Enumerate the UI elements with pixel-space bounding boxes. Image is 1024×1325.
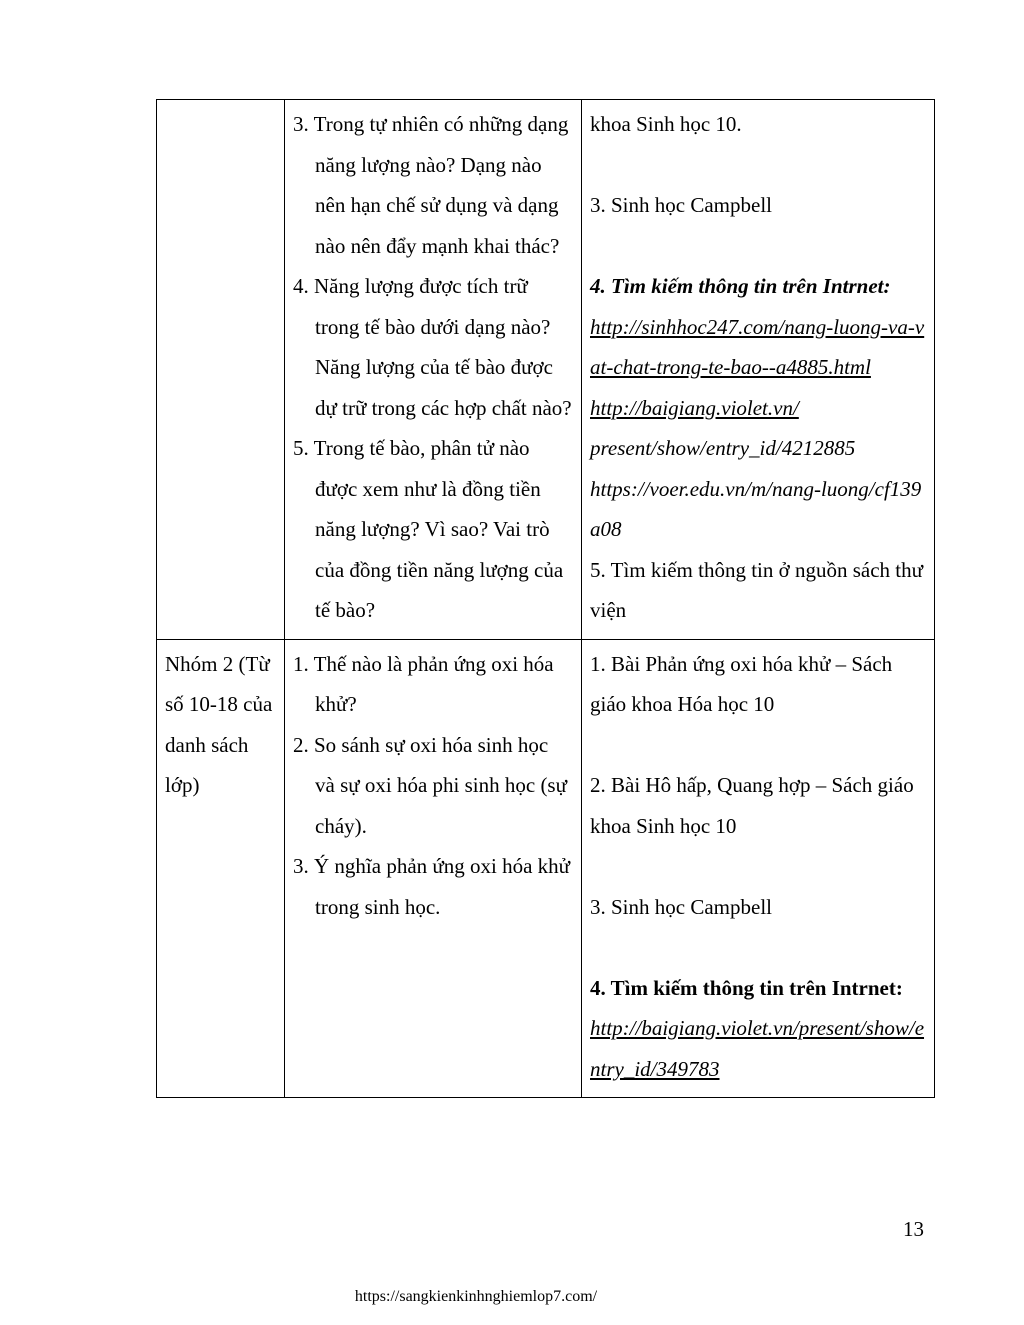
group-cell: Nhóm 2 (Từ số 10-18 của danh sách lớp): [157, 639, 285, 1098]
link-text: present/show/entry_id/4212885: [590, 436, 856, 460]
table-row: [157, 100, 935, 640]
question-item: 2. So sánh sự oxi hóa sinh học và sự oxi hóa phi sinh học (sự cháy).: [293, 732, 567, 838]
questions-cell: [285, 639, 582, 1098]
link-text: https://voer.edu.vn/m/nang-luong/cf139a08: [590, 476, 922, 541]
source-item: khoa Sinh học 10.: [590, 112, 742, 136]
page-number: 13: [903, 1217, 924, 1241]
source-item: 5. Tìm kiếm thông tin ở nguồn sách thư viện: [590, 557, 923, 622]
question-item: 3. Trong tự nhiên có những dạng năng lượng nào? Dạng nào nên hạn chế sử dụng và dạng nào nên đẩy mạnh khai thác?: [293, 112, 569, 258]
source-item: 2. Bài Hô hấp, Quang hợp – Sách giáo khoa Sinh học 10: [590, 773, 914, 838]
link[interactable]: http://baigiang.violet.vn/: [590, 395, 799, 420]
question-item: 1. Thế nào là phản ứng oxi hóa khử?: [293, 651, 554, 716]
question-item: 5. Trong tế bào, phân tử nào được xem như là đồng tiền năng lượng? Vì sao? Vai trò của đồng tiền năng lượng của tế bào?: [293, 436, 564, 622]
table-row: [157, 639, 935, 1098]
internet-heading: 4. Tìm kiếm thông tin trên Intrnet:: [590, 274, 891, 298]
link[interactable]: http://sinhhoc247.com/nang-luong-va-vat-chat-trong-te-bao--a4885.html: [590, 314, 925, 379]
source-item: 1. Bài Phản ứng oxi hóa khử – Sách giáo khoa Hóa học 10: [590, 651, 893, 716]
source-item: 3. Sinh học Campbell: [590, 894, 772, 919]
source-item: 3. Sinh học Campbell: [590, 193, 772, 217]
internet-heading: 4. Tìm kiếm thông tin trên Intrnet:: [590, 975, 903, 1000]
questions-cell: [285, 100, 582, 640]
link[interactable]: http://baigiang.violet.vn/present/show/entry_id/349783: [590, 1016, 925, 1081]
group-task-table: [156, 99, 935, 1098]
group-cell: [157, 100, 285, 640]
footer-url: https://sangkienkinhnghiemlop7.com/: [354, 1288, 598, 1305]
question-item: 4. Năng lượng được tích trữ trong tế bào dưới dạng nào? Năng lượng của tế bào được dự trữ trong các hợp chất nào?: [293, 274, 572, 420]
sources-cell: [582, 639, 935, 1098]
sources-cell: [582, 100, 935, 640]
question-item: 3. Ý nghĩa phản ứng oxi hóa khử trong sinh học.: [293, 854, 571, 919]
